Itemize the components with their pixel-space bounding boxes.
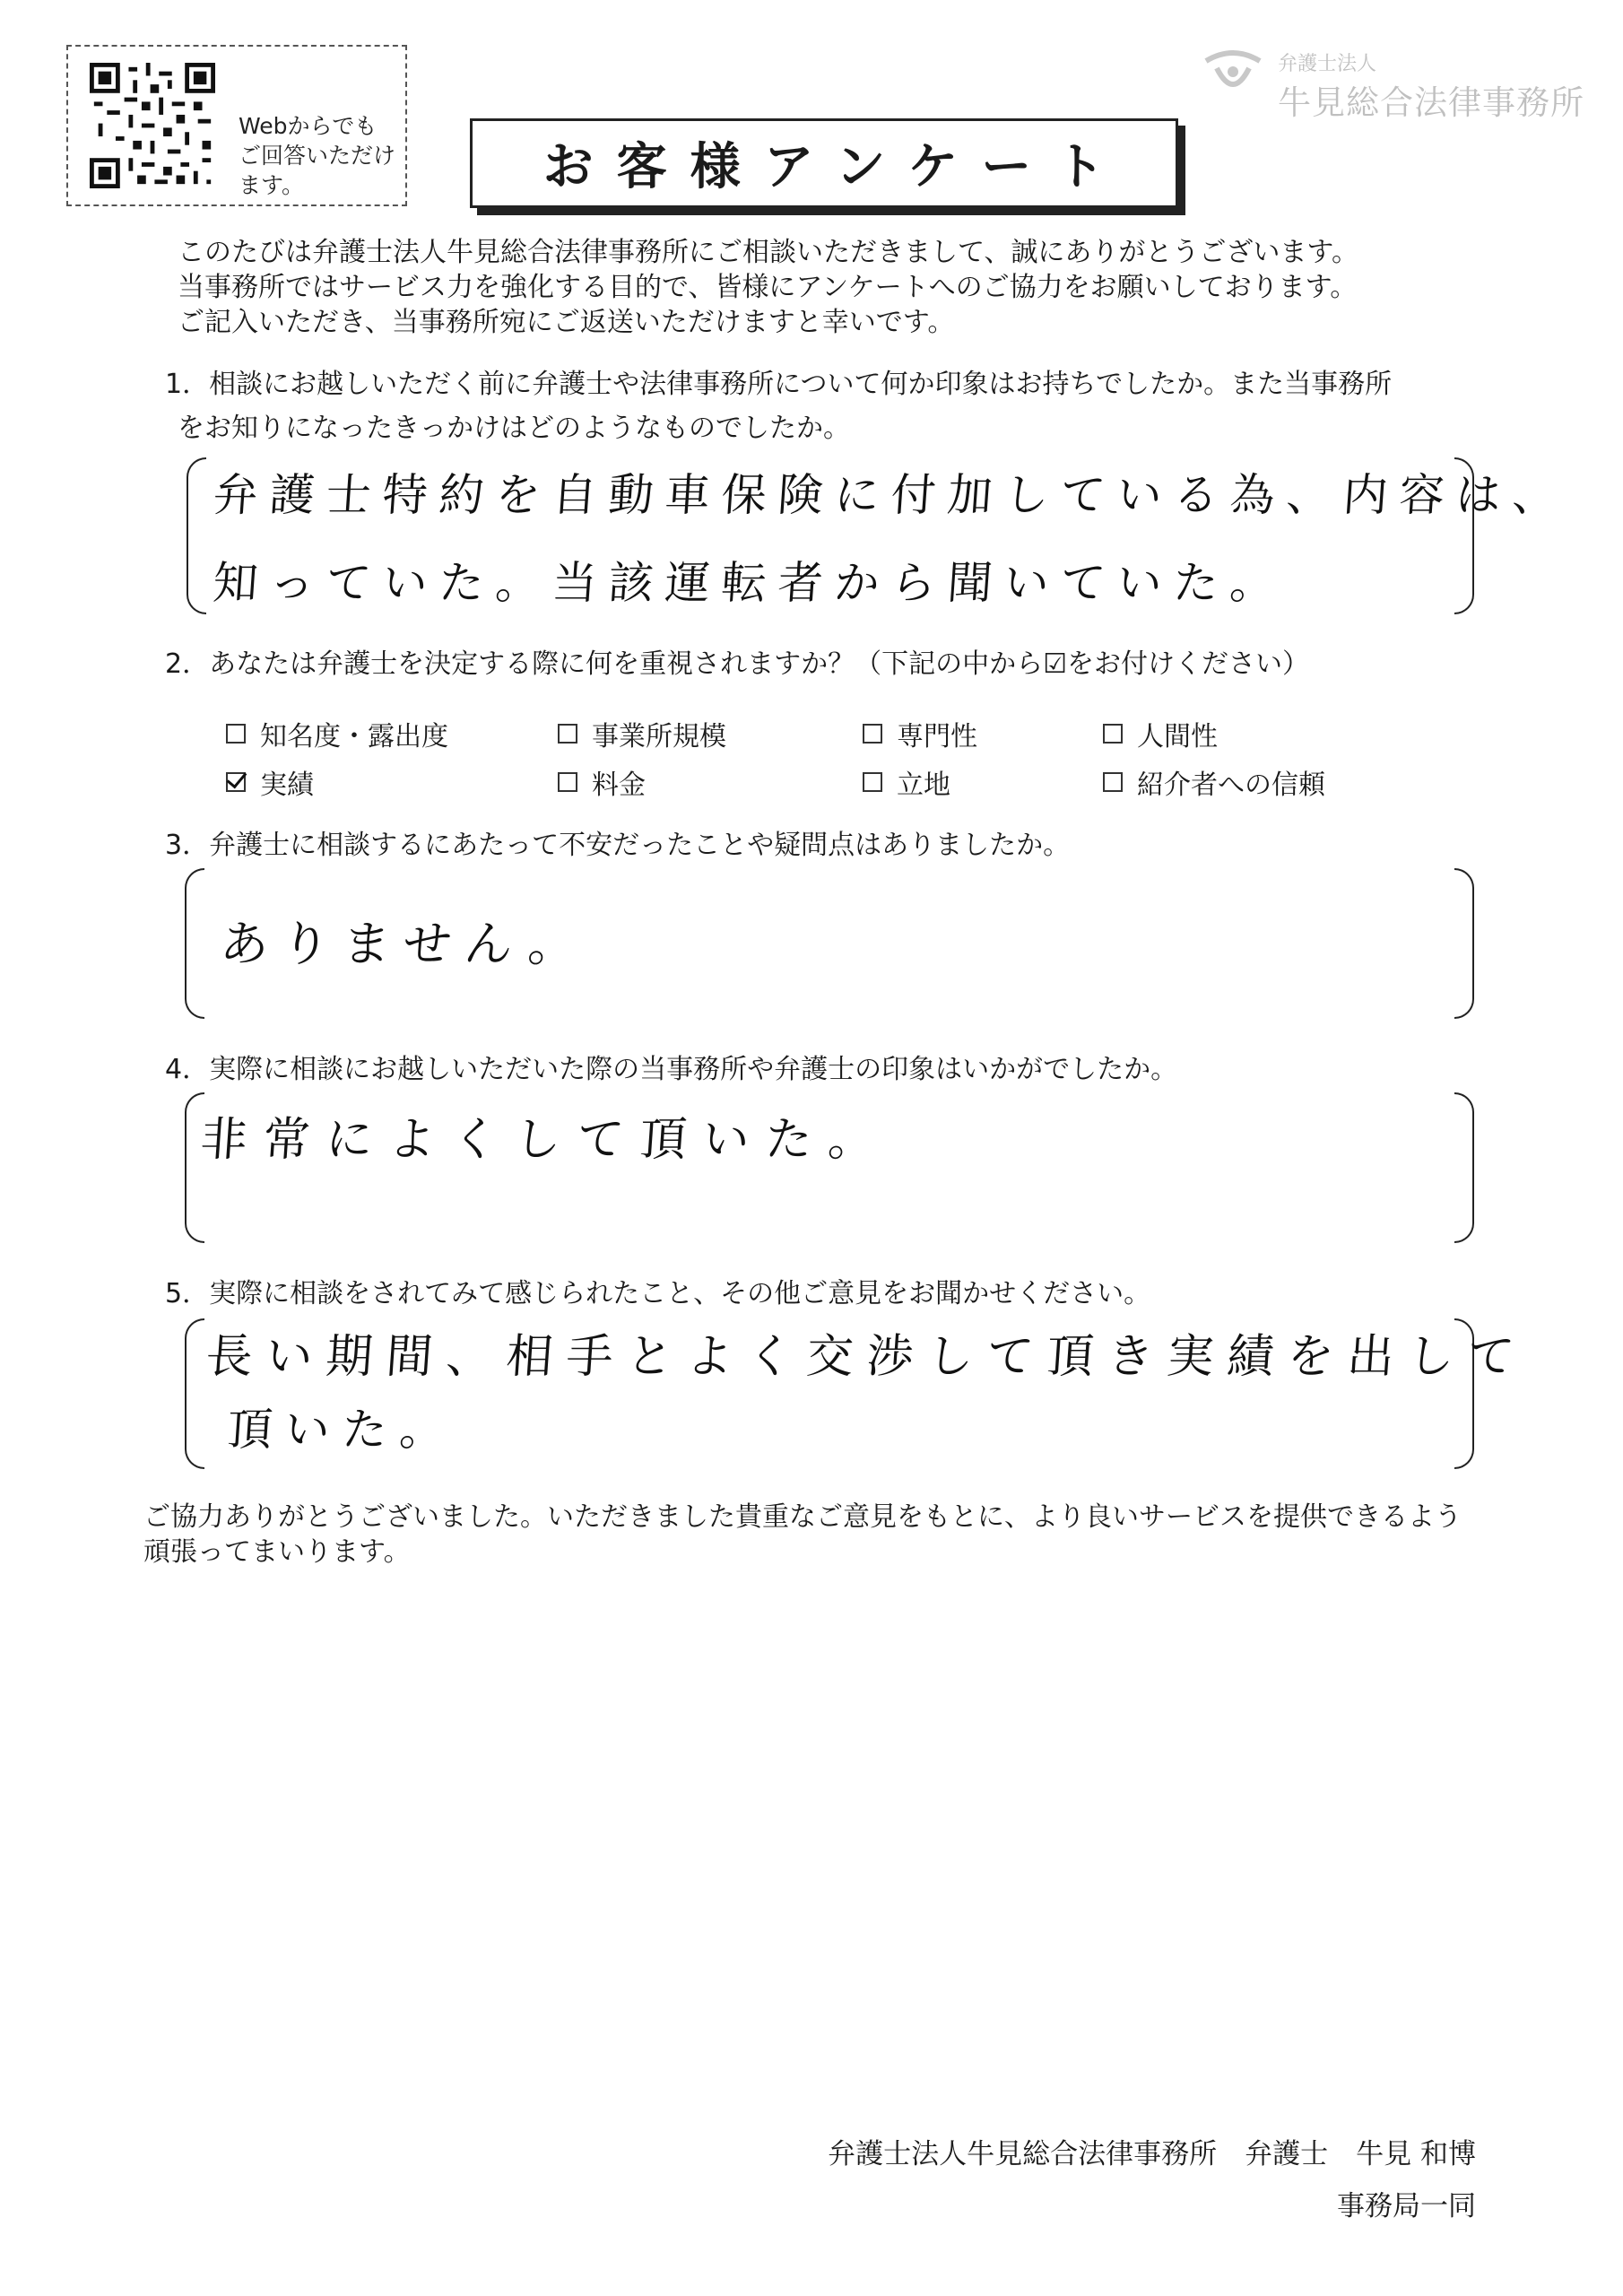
- footer-signature: 弁護士法人牛見総合法律事務所 弁護士 牛見 和博: [828, 2138, 1476, 2170]
- answer-5-bracket-left: [185, 1318, 204, 1469]
- web-answer-note: Webからでも ご回答いただけ ます。: [239, 113, 396, 198]
- checkbox[interactable]: [863, 724, 882, 744]
- option-fame[interactable]: 知名度・露出度: [226, 714, 448, 753]
- checkbox[interactable]: [863, 772, 882, 792]
- answer-4-bracket-right: [1454, 1092, 1474, 1243]
- checkbox[interactable]: [226, 724, 246, 744]
- question-5: 5．実際に相談をされてみて感じられたこと、その他ご意見をお聞かせください。: [165, 1278, 1151, 1309]
- checkbox-checked[interactable]: [226, 772, 246, 792]
- answer-5-line-1: 長い期間、相手とよく交渉して頂き実績を出して: [204, 1330, 1530, 1384]
- logo-subtitle: 弁護士法人: [1278, 53, 1377, 75]
- question-1: 1．相談にお越しいただく前に弁護士や法律事務所について何か印象はお持ちでしたか。また当事務所 をお知りになったきっかけはどのようなものでしたか。: [165, 369, 1393, 444]
- question-4: 4．実際に相談にお越しいただいた際の当事務所や弁護士の印象はいかがでしたか。: [165, 1054, 1178, 1085]
- checkbox[interactable]: [558, 724, 577, 744]
- closing-message: ご協力ありがとうございました。いただきました貴重なご意見をもとに、より良いサービスを提供できるよう 頑張ってまいります。: [143, 1501, 1462, 1568]
- question-3: 3．弁護士に相談するにあたって不安だったことや疑問点はありましたか。: [165, 830, 1071, 861]
- option-referrer-trust[interactable]: 紹介者への信頼: [1103, 762, 1325, 802]
- option-track-record[interactable]: 実績: [226, 762, 314, 802]
- intro-paragraph: このたびは弁護士法人牛見総合法律事務所にご相談いただきまして、誠にありがとうございます。 当事務所ではサービス力を強化する目的で、皆様にアンケートへのご協力をお願いしております。 ご記入いただき、当事務所宛にご返送いただけますと幸いです。: [178, 237, 1358, 338]
- qr-code-icon[interactable]: [90, 63, 215, 188]
- answer-4: 非常によくして頂いた。: [198, 1113, 893, 1167]
- checkbox[interactable]: [1103, 724, 1123, 744]
- option-expertise[interactable]: 専門性: [863, 714, 977, 753]
- checkbox[interactable]: [1103, 772, 1123, 792]
- answer-1-bracket-left: [187, 457, 206, 614]
- option-location[interactable]: 立地: [863, 762, 950, 802]
- answer-1-line-2: 知っていた。当該運転者から聞いていた。: [211, 557, 1289, 609]
- answer-1-line-1: 弁護士特約を自動車保険に付加している為、内容は、: [211, 469, 1571, 521]
- answer-5-line-2: 頂いた。: [225, 1404, 459, 1456]
- option-office-size[interactable]: 事業所規模: [558, 714, 726, 753]
- option-fee[interactable]: 料金: [558, 762, 646, 802]
- answer-3-bracket-left: [185, 868, 204, 1019]
- logo-firm-name: 牛見総合法律事務所: [1278, 83, 1584, 122]
- footer-staff: 事務局一同: [1337, 2190, 1476, 2222]
- answer-3: ありません。: [218, 916, 592, 972]
- checkbox[interactable]: [558, 772, 577, 792]
- option-personality[interactable]: 人間性: [1103, 714, 1218, 753]
- survey-title: お客様アンケート: [473, 121, 1176, 205]
- survey-title-box: [470, 118, 1178, 208]
- web-survey-qr-box: [66, 45, 407, 206]
- law-firm-logo-icon: [1197, 45, 1269, 108]
- answer-3-bracket-right: [1454, 868, 1474, 1019]
- question-2: 2．あなたは弁護士を決定する際に何を重視されますか？（下記の中から☑をお付けください）: [165, 648, 1309, 680]
